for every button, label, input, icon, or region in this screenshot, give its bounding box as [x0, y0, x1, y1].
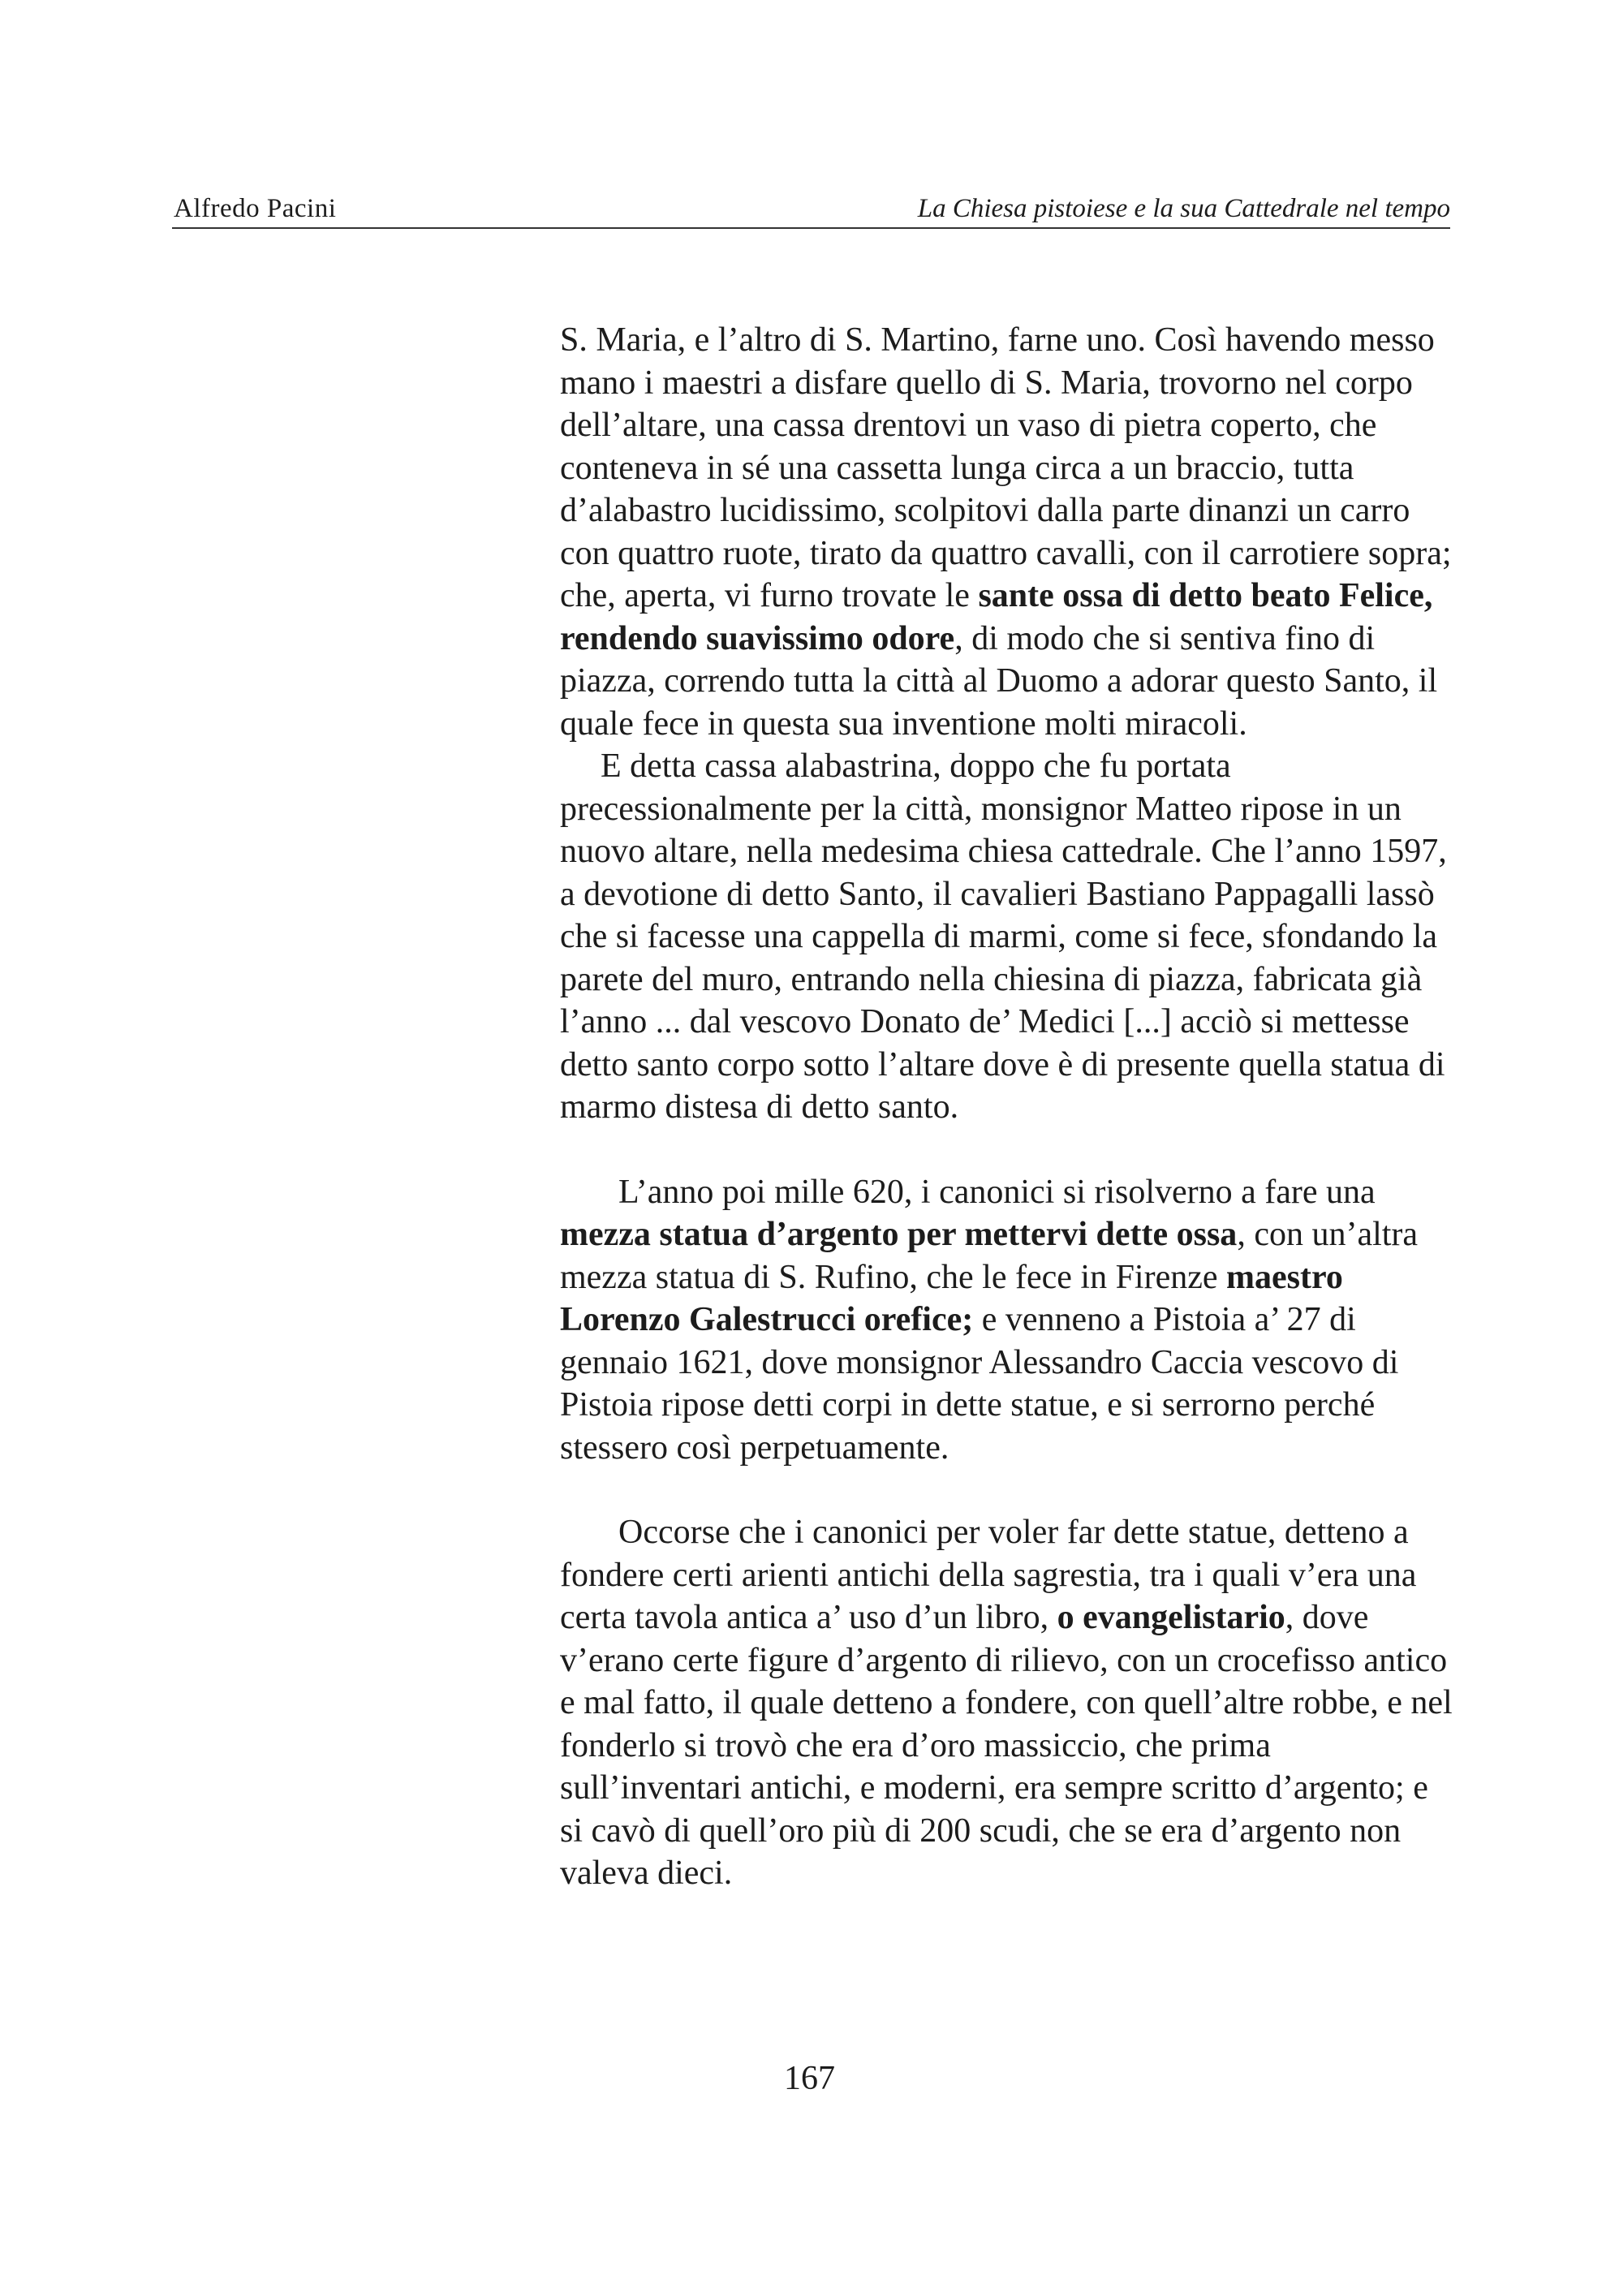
- header-author: Alfredo Pacini: [174, 194, 337, 223]
- paragraph-4-text-b: , dove v’erano certe figure d’argento di rilievo, con un crocefisso antico e mal fatto, il quale detteno a fondere, con quell’altre robbe, e nel fonderlo si trovò che era d’oro massiccio, che prima sull’inventari antichi, e moderni, era sempre scritto d’argento; e si cavò di quell’oro più di 200 scudi, che se era d’argento non valeva dieci.: [560, 1599, 1453, 1892]
- paragraph-1: [560, 319, 1453, 745]
- page-number: 167: [784, 2060, 835, 2097]
- paragraph-2: E detta cassa alabastrina, doppo che fu portata precessionalmente per la città, monsignor Matteo ripose in un nuovo altare, nella medesima chiesa cattedrale. Che l’anno 1597, a devotione di detto Santo, il cavalieri Bastiano Pappagalli lassò che si facesse una cappella di marmi, come si fece, sfondando la parete del muro, entrando nella chiesina di piazza, fabricata già l’anno ... dal vescovo Donato de’ Medici [...] acciò si mettesse detto santo corpo sotto l’altare dove è di presente quella statua di marmo distesa di detto santo.: [560, 747, 1447, 1126]
- paragraph-3-text-c: e venneno a Pistoia a’ 27 di gennaio 1621, dove monsignor Alessandro Caccia vescovo di Pistoia ripose detti corpi in dette statue, e si serrorno perché stessero così perpetuamente.: [560, 1301, 1399, 1467]
- paragraph-1-text-b: , di modo che si sentiva fino di piazza, correndo tutta la città al Duomo a adorar questo Santo, il quale fece in questa sua inventione molti miracoli.: [560, 619, 1438, 743]
- paragraph-4: [560, 1511, 1453, 1895]
- paragraph-1-text-a: S. Maria, e l’altro di S. Martino, farne uno. Così havendo messo mano i maestri a disfare quello di S. Maria, trovorno nel corpo dell’altare, una cassa drentovi un vaso di pietra coperto, che conteneva in sé una cassetta lunga circa a un braccio, tutta d’alabastro lucidissimo, scolpitovi dalla parte dinanzi un carro con quattro ruote, tirato da quattro cavalli, con il carrotiere sopra; che, aperta, vi furno trovate le: [560, 321, 1452, 614]
- paragraph-4-text-a: Occorse che i canonici per voler far dette statue, detteno a fondere certi arienti antichi della sagrestia, tra i quali v’era una certa tavola antica a’ uso d’un libro,: [560, 1514, 1417, 1636]
- header-book-title: La Chiesa pistoiese e la sua Cattedrale nel tempo: [917, 194, 1450, 223]
- paragraph-3-text-a: L’anno poi mille 620, i canonici si risolverno a fare una: [618, 1173, 1376, 1211]
- paragraph-3-text-b: , con un’altra mezza statua di S. Rufino, che le fece in Firenze: [560, 1216, 1419, 1296]
- paragraph-3-bold-b: maestro Lorenzo Galestrucci orefice;: [560, 1258, 1343, 1338]
- paragraph-3-bold-a: mezza statua d’argento per mettervi dette ossa: [560, 1216, 1238, 1253]
- paragraph-1-bold-a: sante ossa di detto beato Felice, rendendo suavissimo odore: [560, 577, 1433, 657]
- paragraph-4-bold-a: o evangelistario: [1057, 1599, 1285, 1636]
- running-header: [172, 185, 1450, 229]
- paragraph-3: [560, 1171, 1453, 1470]
- page-body: [560, 319, 1453, 1895]
